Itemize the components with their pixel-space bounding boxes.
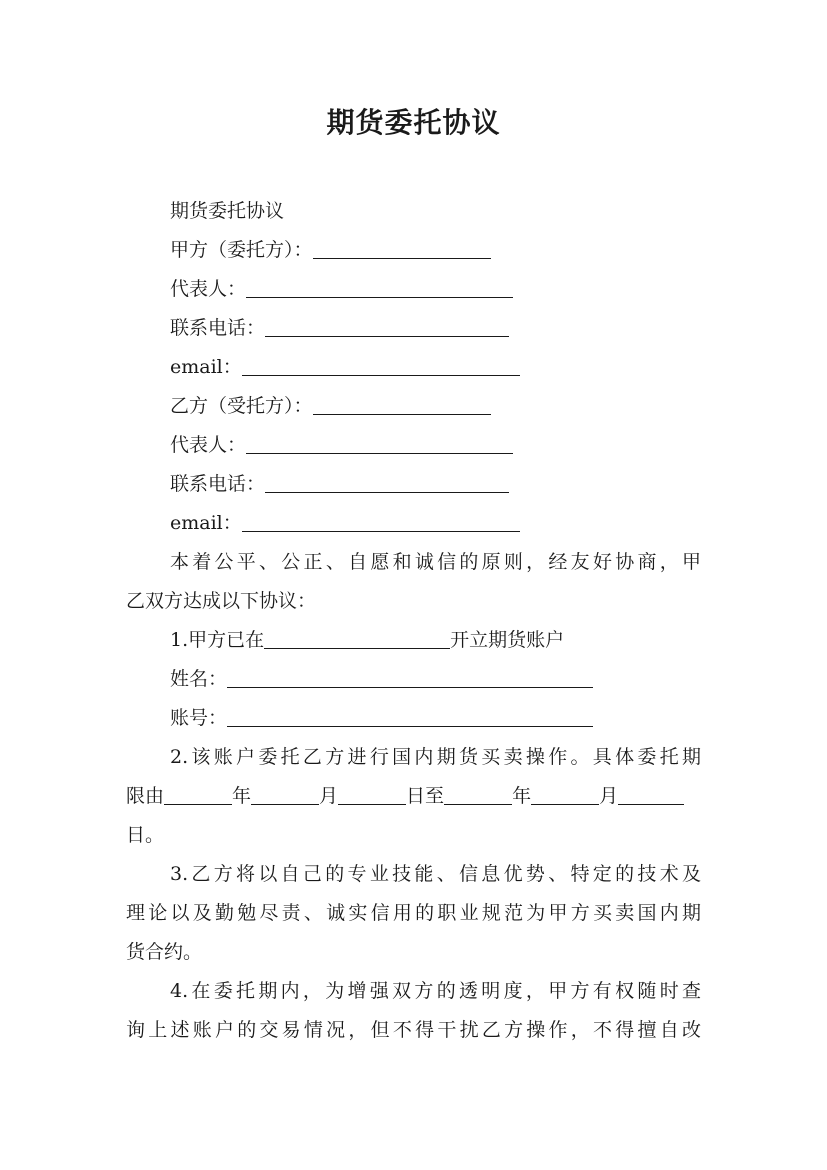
rep-a-label: 代表人： (170, 278, 247, 300)
party-b-line (170, 393, 491, 419)
start-year-blank (164, 784, 232, 805)
start-day-label: 日至 (406, 785, 445, 807)
party-a-label: 甲方（委托方）： (170, 239, 313, 261)
party-a-line (170, 237, 491, 263)
start-month-label: 月 (319, 785, 339, 807)
rep-b-blank (246, 433, 513, 454)
rep-a-blank (246, 277, 513, 298)
end-year-label: 年 (512, 785, 532, 807)
start-year-label: 年 (232, 785, 252, 807)
email-a-blank (242, 355, 520, 376)
clause-1-blank (264, 628, 450, 649)
rep-b-line (170, 432, 513, 458)
party-a-blank (313, 238, 491, 259)
subtitle-line: 期货委托协议 (170, 200, 285, 222)
start-month-blank (251, 784, 319, 805)
party-b-label: 乙方（受托方）： (170, 395, 313, 417)
account-line (170, 705, 593, 731)
clause-2-line-1: 2.该账户委托乙方进行国内期货买卖操作。具体委托期 (170, 746, 701, 768)
preamble-line-1: 本着公平、公正、自愿和诚信的原则，经友好协商，甲 (170, 551, 701, 573)
clause-1-line (170, 627, 564, 653)
start-day-blank (338, 784, 406, 805)
name-line (170, 666, 593, 692)
end-year-blank (444, 784, 512, 805)
rep-b-label: 代表人： (170, 434, 247, 456)
phone-a-label: 联系电话： (170, 317, 266, 339)
phone-b-blank (265, 472, 509, 493)
phone-a-blank (265, 316, 509, 337)
rep-a-line (170, 276, 513, 302)
clause-3-line-3: 货合约。 (126, 941, 203, 963)
phone-b-label: 联系电话： (170, 473, 266, 495)
email-b-label: email： (170, 512, 242, 534)
email-b-line (170, 510, 520, 536)
email-a-line (170, 354, 520, 380)
name-blank (227, 667, 593, 688)
clause-3-line-1: 3.乙方将以自己的专业技能、信息优势、特定的技术及 (170, 863, 701, 885)
party-b-blank (313, 394, 491, 415)
clause-2-line-2 (126, 783, 684, 809)
end-month-blank (531, 784, 599, 805)
account-label: 账号： (170, 707, 228, 729)
email-b-blank (242, 511, 520, 532)
email-a-label: email： (170, 356, 242, 378)
clause-3-line-2: 理论以及勤勉尽责、诚实信用的职业规范为甲方买卖国内期 (126, 902, 701, 924)
name-label: 姓名： (170, 668, 228, 690)
clause-4-line-2: 询上述账户的交易情况，但不得干扰乙方操作，不得擅自改 (126, 1019, 701, 1041)
clause-4-line-1: 4.在委托期内，为增强双方的透明度，甲方有权随时查 (170, 980, 701, 1002)
clause-2-line-3: 日。 (126, 824, 165, 846)
clause-1-prefix: 1.甲方已在 (170, 629, 265, 651)
end-day-blank (618, 784, 684, 805)
phone-a-line (170, 315, 509, 341)
clause-2-period-label: 限由 (126, 785, 165, 807)
account-blank (227, 706, 593, 727)
phone-b-line (170, 471, 509, 497)
preamble-line-2: 乙双方达成以下协议： (126, 590, 317, 612)
clause-1-suffix: 开立期货账户 (450, 629, 565, 651)
end-month-label: 月 (599, 785, 619, 807)
document-title: 期货委托协议 (326, 106, 501, 139)
